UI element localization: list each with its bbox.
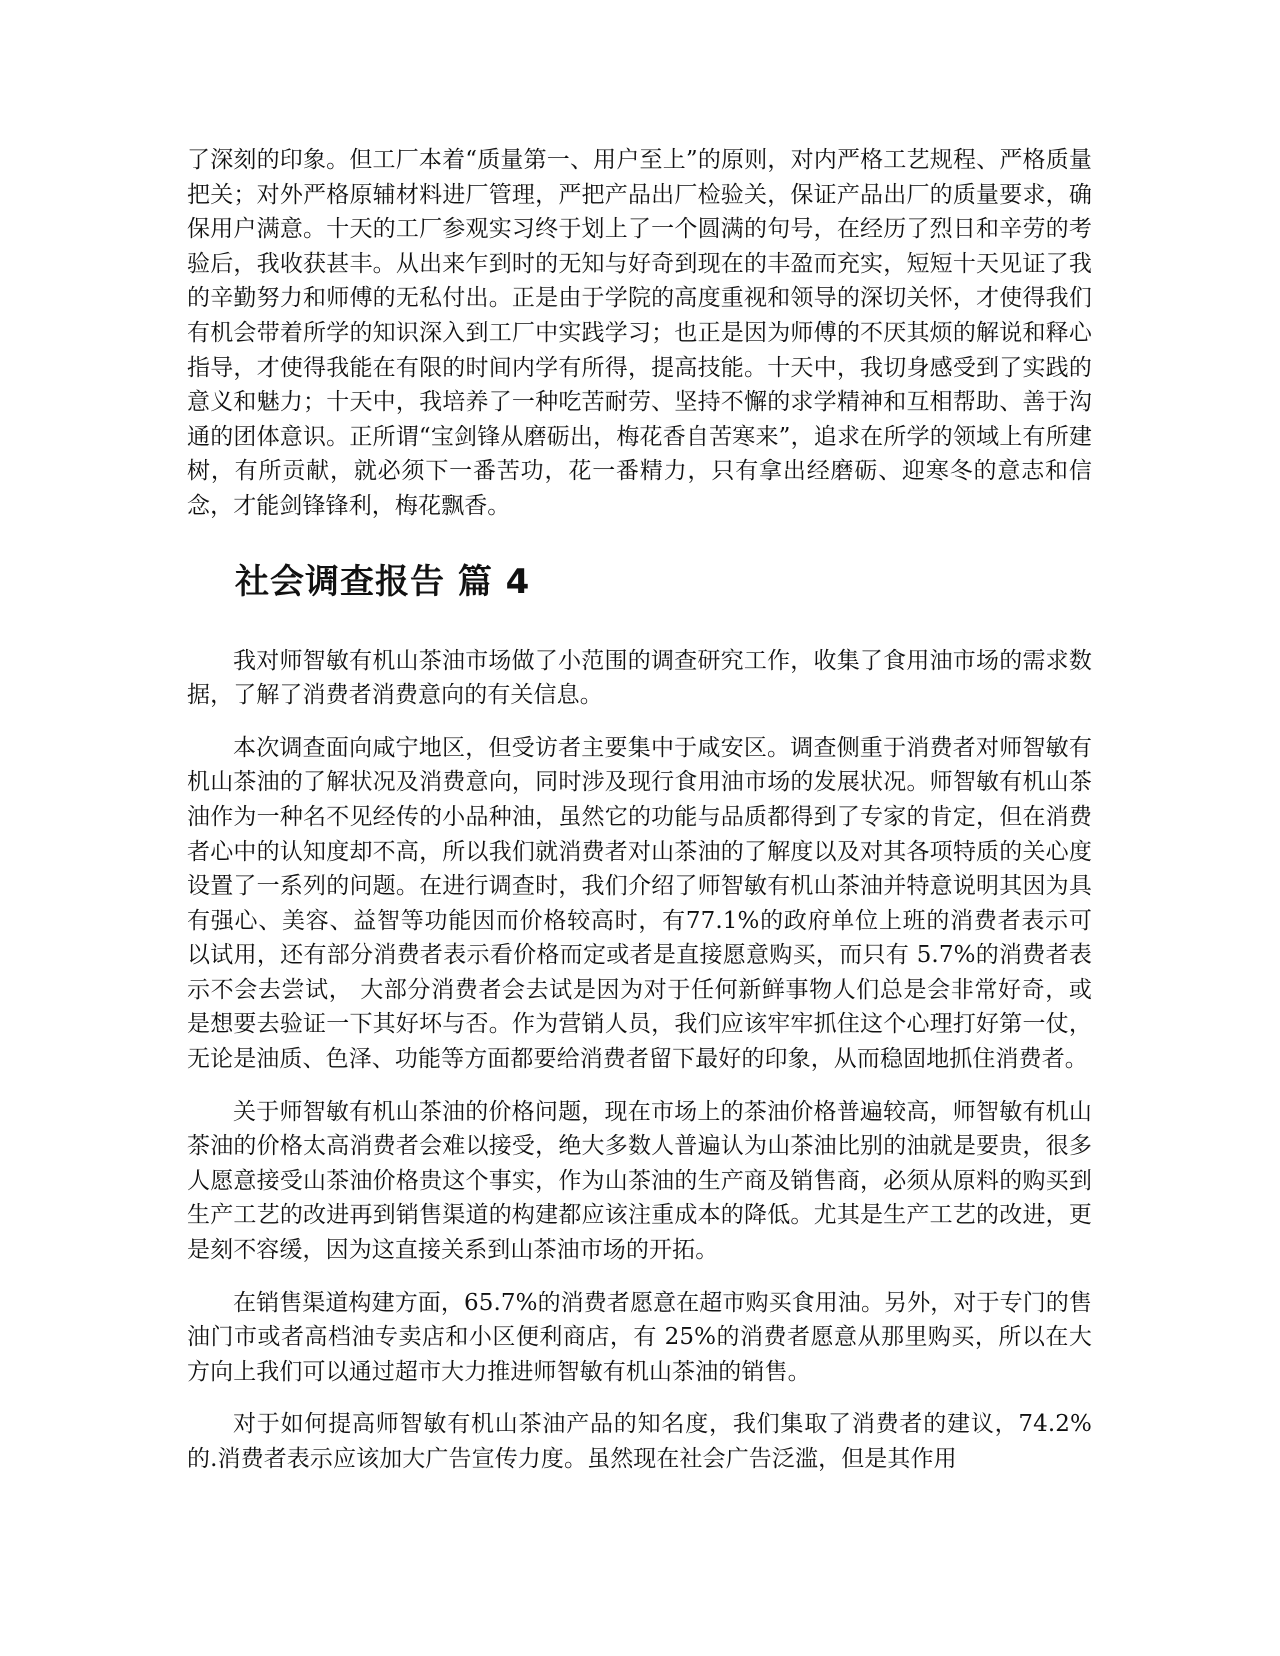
body-paragraph-3: 关于师智敏有机山茶油的价格问题，现在市场上的茶油价格普遍较高，师智敏有机山茶油的价格太高消费者会难以接受，绝大多数人普遍认为山茶油比别的油就是要贵，很多人愿意接受山茶油价格贵这个事实，作为山茶油的生产商及销售商，必须从原料的购买到生产工艺的改进再到销售渠道的构建都应该注重成本的降低。尤其是生产工艺的改进，更是刻不容缓，因为这直接关系到山茶油市场的开拓。 [187,1098,1092,1264]
body-paragraph-2: 本次调查面向咸宁地区，但受访者主要集中于咸安区。调查侧重于消费者对师智敏有机山茶油的了解状况及消费意向，同时涉及现行食用油市场的发展状况。师智敏有机山茶油作为一种名不见经传的小品种油，虽然它的功能与品质都得到了专家的肯定，但在消费者心中的认知度却不高，所以我们就消费者对山茶油的了解度以及对其各项特质的关心度设置了一系列的问题。在进行调查时，我们介绍了师智敏有机山茶油并特意说明其因为具有强心、美容、益智等功能因而价格较高时，有77.1%的政府单位上班的消费者表示可以试用，还有部分消费者表示看价格而定或者是直接愿意购买，而只有 5.7%的消费者表示不会去尝试， 大部分消费者会去试是因为对于任何新鲜事物人们总是会非常好奇，或是想要去验证一下其好坏与否。作为营销人员，我们应该牢牢抓住这个心理打好第一仗，无论是油质、色泽、功能等方面都要给消费者留下最好的印象，从而稳固地抓住消费者。 [187,734,1092,1073]
spacer [187,1268,1092,1286]
spacer [187,524,1092,560]
body-paragraph-4: 在销售渠道构建方面，65.7%的消费者愿意在超市购买食用油。另外，对于专门的售油门市或者高档油专卖店和小区便利商店，有 25%的消费者愿意从那里购买，所以在大方向上我们可以通过超市大力推进师智敏有机山茶油的销售。 [187,1289,1092,1385]
body-paragraph-5: 对于如何提高师智敏有机山茶油产品的知名度，我们集取了消费者的建议，74.2%的.消费者表示应该加大广告宣传力度。虽然现在社会广告泛滥，但是其作用 [187,1411,1092,1472]
spacer [187,604,1092,644]
spacer [187,1077,1092,1095]
spacer [187,713,1092,731]
body-paragraph-1: 我对师智敏有机山茶油市场做了小范围的调查研究工作，收集了食用油市场的需求数据，了解了消费者消费意向的有关信息。 [187,647,1092,709]
section-title: 社会调查报告 篇 4 [235,561,531,602]
intro-paragraph: 了深刻的印象。但工厂本着“质量第一、用户至上”的原则，对内严格工艺规程、严格质量把关；对外严格原辅材料进厂管理，严把产品出厂检验关，保证产品出厂的质量要求，确保用户满意。十天的工厂参观实习终于划上了一个圆满的句号，在经历了烈日和辛劳的考验后，我收获甚丰。从出来乍到时的无知与好奇到现在的丰盈而充实，短短十天见证了我的辛勤努力和师傅的无私付出。正是由于学院的高度重视和领导的深切关怀，才使得我们有机会带着所学的知识深入到工厂中实践学习；也正是因为师傅的不厌其烦的解说和释心指导，才使得我能在有限的时间内学有所得，提高技能。十天中，我切身感受到了实践的意义和魅力；十天中，我培养了一种吃苦耐劳、坚持不懈的求学精神和互相帮助、善于沟通的团体意识。正所谓“宝剑锋从磨砺出，梅花香自苦寒来”，追求在所学的领域上有所建树，有所贡献，就必须下一番苦功，花一番精力，只有拿出经磨砺、迎寒冬的意志和信念，才能剑锋锋利，梅花飘香。 [187,147,1092,519]
document-content [187,143,1092,1477]
spacer [187,1389,1092,1407]
